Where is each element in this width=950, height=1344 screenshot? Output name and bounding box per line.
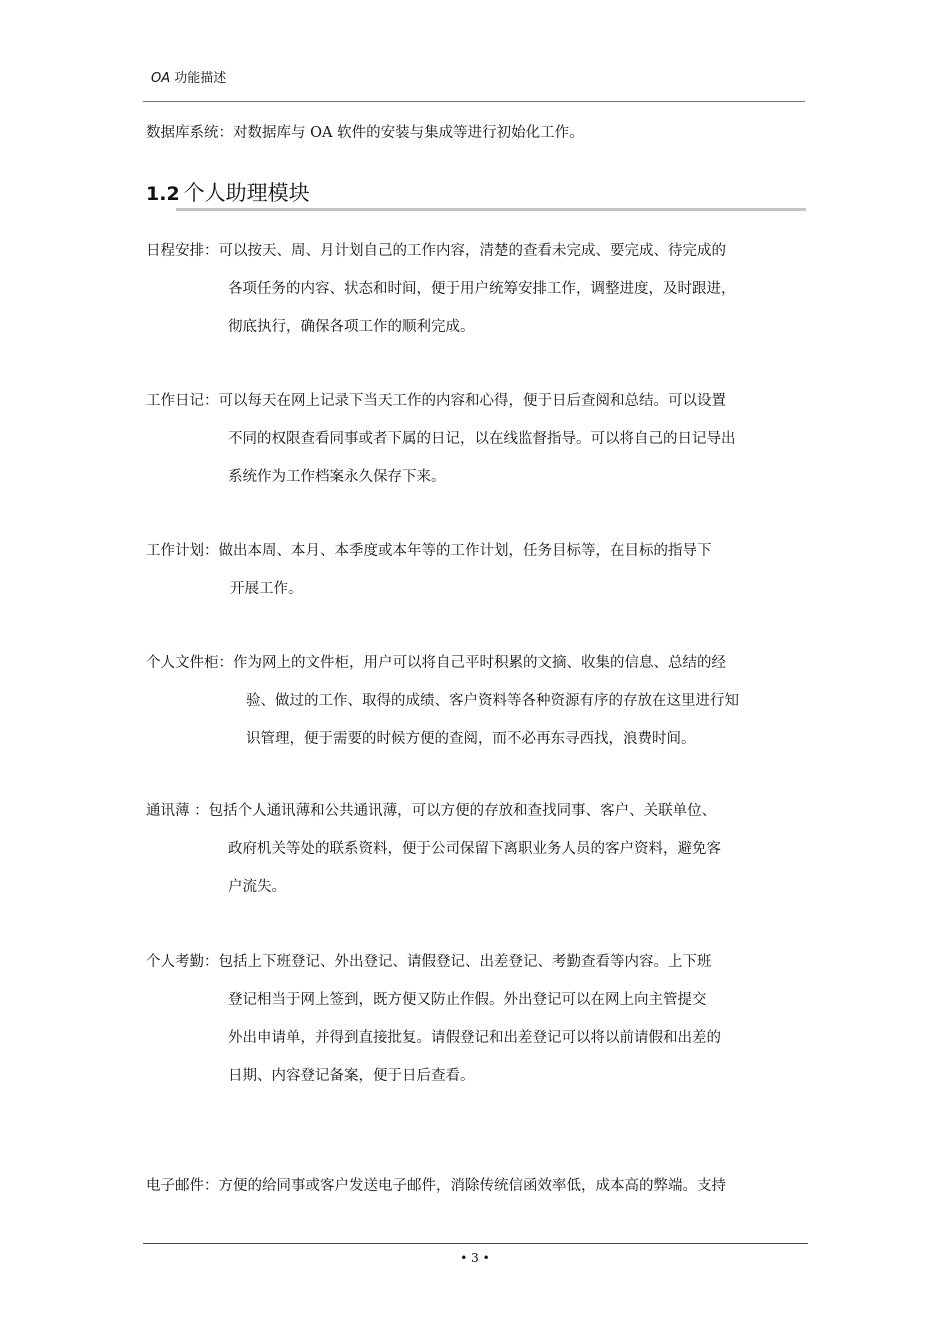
- header-title-latin: OA: [151, 71, 171, 86]
- page-header: [143, 70, 805, 88]
- entry-line: 日期、内容登记备案，便于日后查看。: [228, 1068, 475, 1084]
- entry-line: 各项任务的内容、状态和时间，便于用户统筹安排工作，调整进度，及时跟进，: [228, 281, 736, 297]
- section-number: 1.2: [146, 183, 180, 205]
- footer-divider: [143, 1243, 808, 1244]
- section-title: 个人助理模块: [183, 181, 310, 205]
- entry-line: 不同的权限查看同事或者下属的日记，以在线监督指导。可以将自己的日记导出: [228, 431, 736, 447]
- entry-line: 验、做过的工作、取得的成绩、客户资料等各种资源有序的存放在这里进行知: [246, 693, 739, 709]
- entry-line: 日程安排：可以按天、周、月计划自己的工作内容，清楚的查看未完成、要完成、待完成的: [146, 243, 726, 259]
- entry-file-cabinet: [146, 653, 808, 767]
- header-title-rest: 功能描述: [170, 71, 227, 86]
- section-heading: [146, 177, 806, 211]
- header-divider: [143, 101, 805, 102]
- entry-email: [146, 1176, 808, 1214]
- entry-line: 电子邮件：方便的给同事或客户发送电子邮件，消除传统信函效率低，成本高的弊端。支持: [146, 1178, 726, 1194]
- entry-work-diary: [146, 391, 808, 505]
- entry-line: 户流失。: [228, 879, 286, 895]
- intro-paragraph: 数据库系统：对数据库与 OA 软件的安装与集成等进行初始化工作。: [146, 125, 584, 141]
- entry-line: 个人文件柜：作为网上的文件柜，用户可以将自己平时积累的文摘、收集的信息、总结的经: [146, 655, 726, 671]
- entry-line: 外出申请单，并得到直接批复。请假登记和出差登记可以将以前请假和出差的: [228, 1030, 721, 1046]
- entry-line: 开展工作。: [230, 581, 303, 597]
- page-number: • 3 •: [460, 1251, 490, 1265]
- entry-line: 系统作为工作档案永久保存下来。: [228, 469, 446, 485]
- entry-schedule: [146, 241, 808, 355]
- header-title: [151, 70, 805, 88]
- entry-line: 个人考勤：包括上下班登记、外出登记、请假登记、出差登记、考勤查看等内容。上下班: [146, 954, 712, 970]
- entry-line: 工作日记：可以每天在网上记录下当天工作的内容和心得，便于日后查阅和总结。可以设置: [146, 393, 726, 409]
- entry-attendance: [146, 952, 808, 1104]
- entry-line: 彻底执行，确保各项工作的顺利完成。: [228, 319, 475, 335]
- entry-line: 政府机关等处的联系资料，便于公司保留下离职业务人员的客户资料，避免客: [228, 841, 721, 857]
- entry-line: 识管理，便于需要的时候方便的查阅，而不必再东寻西找，浪费时间。: [246, 731, 696, 747]
- entry-line: 工作计划：做出本周、本月、本季度或本年等的工作计划，任务目标等，在目标的指导下: [146, 543, 712, 559]
- section-divider: [176, 208, 806, 211]
- entry-address-book: [146, 801, 808, 915]
- entry-work-plan: [146, 541, 808, 617]
- entry-line: 通讯薄 ：包括个人通讯薄和公共通讯薄，可以方便的存放和查找同事、客户、关联单位、: [146, 803, 717, 819]
- entry-line: 登记相当于网上签到，既方便又防止作假。外出登记可以在网上向主管提交: [228, 992, 707, 1008]
